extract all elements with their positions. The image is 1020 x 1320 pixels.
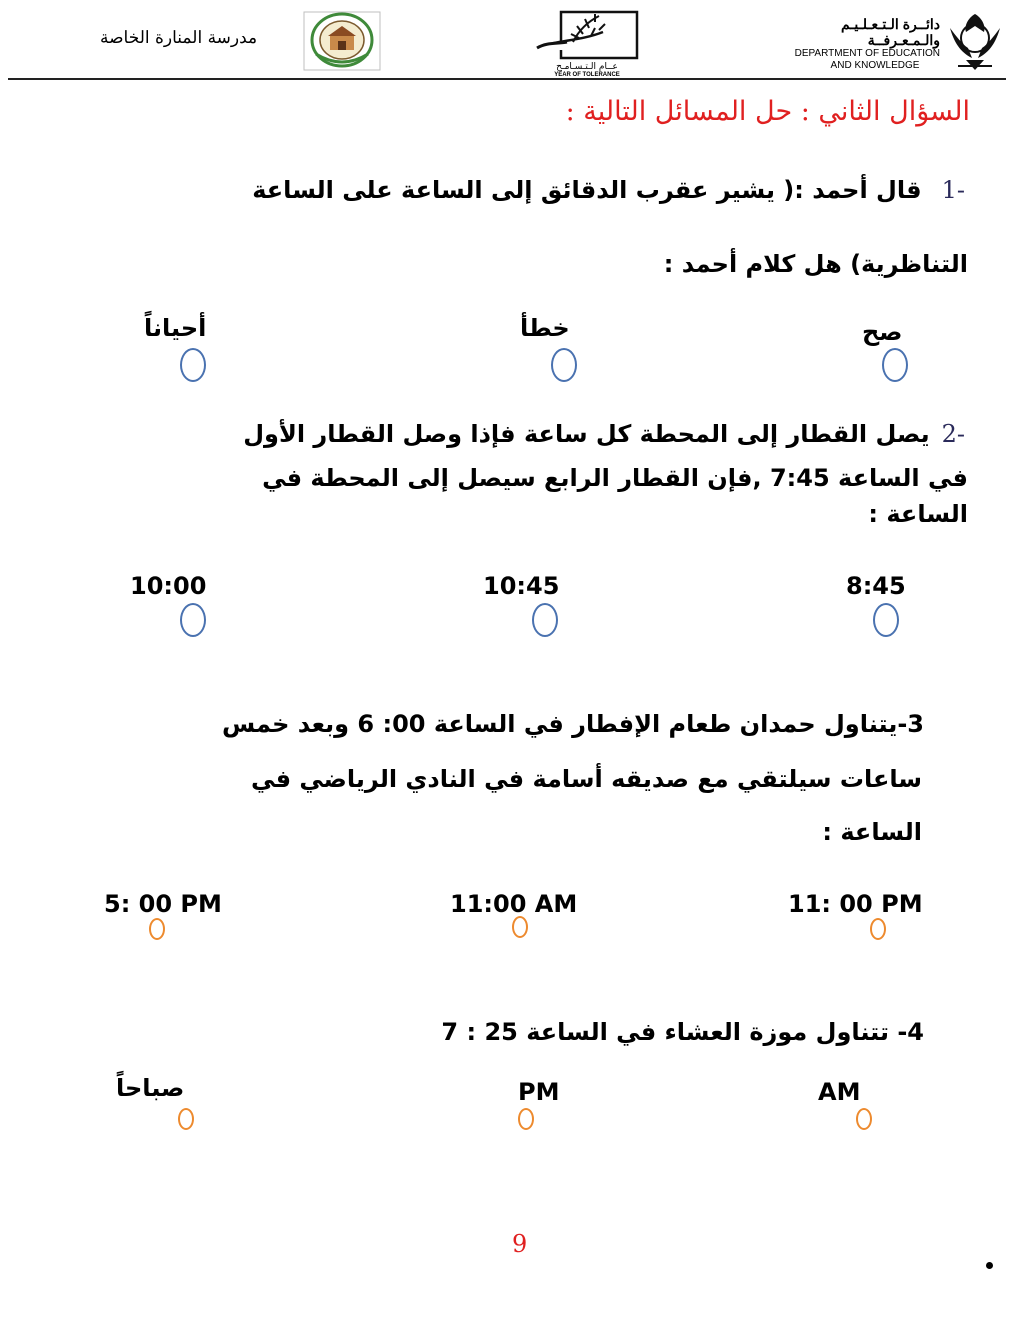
trailing-dot [986, 1262, 993, 1269]
tolerance-arabic-text: عــام الـتـسـامـح [556, 62, 618, 72]
q2-option-1-label: 8:45 [846, 572, 906, 600]
doe-logo-text [780, 16, 940, 72]
question-3-line-1: 3-يتناول حمدان طعام الإفطار في الساعة 00: 6 وبعد خمس [222, 710, 924, 738]
school-logo [302, 10, 382, 72]
tolerance-plant-icon [533, 10, 641, 60]
year-of-tolerance-logo [533, 10, 641, 76]
q3-option-2-label: 11:00 AM [450, 890, 578, 918]
question-2-line-2: في الساعة 7:45 ,فإن القطار الرابع سيصل إلى المحطة في [262, 464, 968, 492]
q2-option-3-radio[interactable] [180, 603, 206, 637]
tolerance-english-text: YEAR OF TOLERANCE [554, 72, 620, 78]
section-title: السؤال الثاني : حل المسائل التالية : [565, 96, 970, 127]
question-4-line-1: 4- تتناول موزة العشاء في الساعة 25 : 7 [441, 1018, 924, 1046]
question-3-line-2: ساعات سيلتقي مع صديقه أسامة في النادي الرياضي في [251, 765, 922, 793]
q1-option-1-label: صح [862, 318, 903, 346]
doe-english-line1: DEPARTMENT OF EDUCATION [794, 48, 940, 59]
q2-option-1-radio[interactable] [873, 603, 899, 637]
page-number: 9 [512, 1230, 528, 1258]
doe-english-line2: AND KNOWLEDGE [830, 60, 920, 71]
q2-option-3-label: 10:00 [130, 572, 207, 600]
q3-option-3-label: 5: 00 PM [104, 890, 222, 918]
school-name: مدرسة المنارة الخاصة [100, 28, 258, 48]
q1-option-1-radio[interactable] [882, 348, 908, 382]
q2-option-2-label: 10:45 [483, 572, 560, 600]
question-1-line-2: التناظرية) هل كلام أحمد : [663, 250, 968, 278]
header-divider [8, 78, 1006, 80]
q1-option-2-label: خطأ [520, 314, 570, 342]
question-2-line-3: الساعة : [868, 500, 968, 528]
question-2-number: 2- [941, 420, 965, 448]
q1-option-3-label: أحياناً [144, 314, 207, 342]
question-2-text-1: يصل القطار إلى المحطة كل ساعة فإذا وصل القطار الأول [243, 420, 930, 448]
q4-option-1-radio[interactable] [856, 1108, 872, 1130]
uae-falcon-emblem-icon [944, 8, 1006, 74]
q4-option-1-label: AM [818, 1078, 861, 1106]
q3-option-1-radio[interactable] [870, 918, 886, 940]
q2-option-2-radio[interactable] [532, 603, 558, 637]
question-1-text-1: قال أحمد :( يشير عقرب الدقائق إلى الساعة على الساعة [252, 176, 922, 204]
question-1-number: 1- [941, 176, 965, 204]
q4-option-2-label: PM [518, 1078, 560, 1106]
doe-arabic-name: دائــرة الـتـعـلـيـم والـمـعـرفــة [841, 16, 940, 48]
q4-option-3-label: صباحاً [116, 1074, 185, 1102]
q3-option-2-radio[interactable] [512, 916, 528, 938]
q4-option-2-radio[interactable] [518, 1108, 534, 1130]
question-2-line-1 [243, 420, 965, 448]
q3-option-3-radio[interactable] [149, 918, 165, 940]
q3-option-1-label: 11: 00 PM [788, 890, 923, 918]
q4-option-3-radio[interactable] [178, 1108, 194, 1130]
q1-option-3-radio[interactable] [180, 348, 206, 382]
question-3-line-3: الساعة : [822, 818, 922, 846]
question-1-line-1 [252, 176, 965, 204]
q1-option-2-radio[interactable] [551, 348, 577, 382]
